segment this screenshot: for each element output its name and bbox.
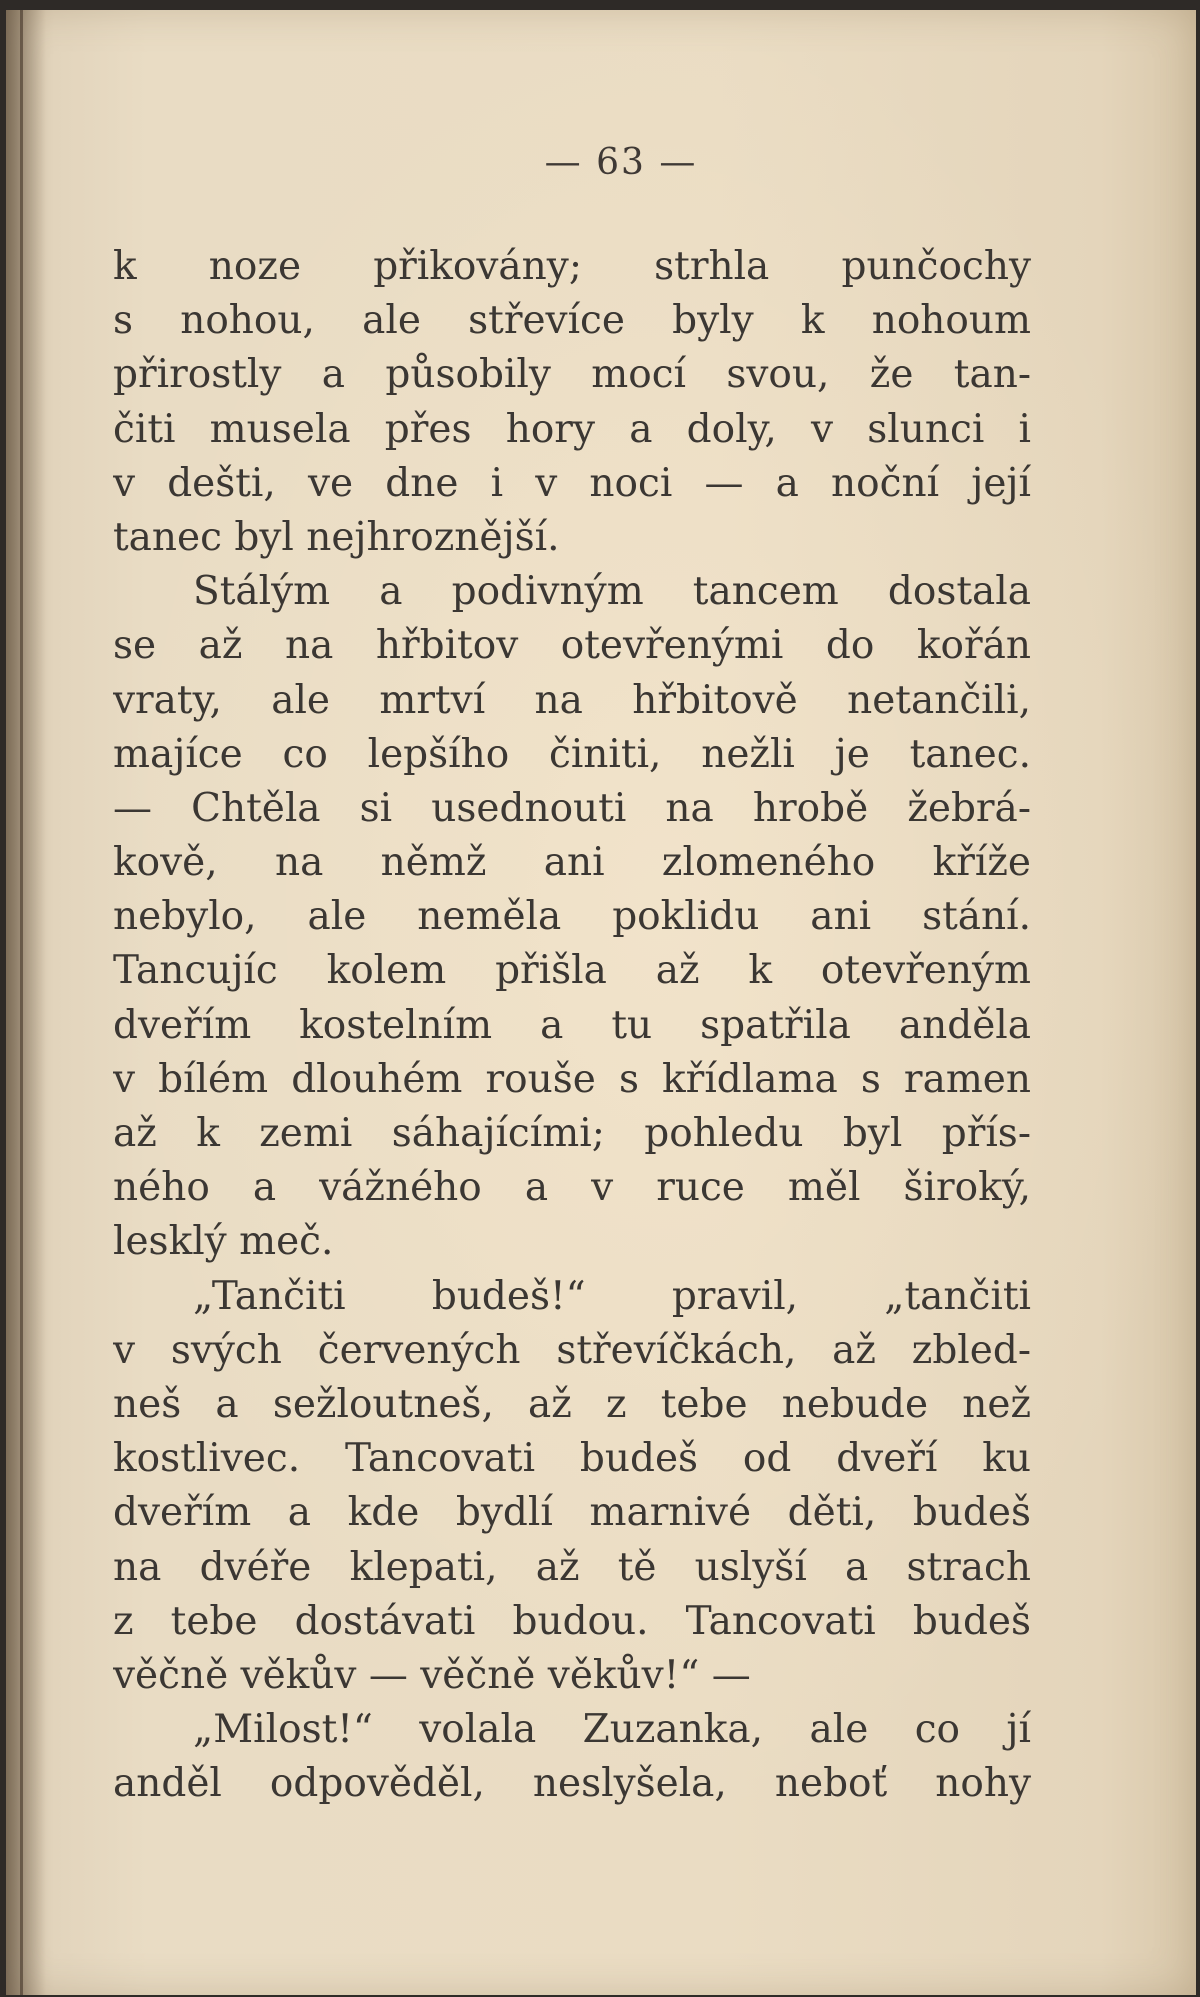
text-line: Tancujíc kolem přišla až k otevřeným	[113, 948, 1031, 994]
text-line: Stálým a podivným tancem dostala	[193, 569, 1031, 615]
text-line: neš a sežloutneš, až z tebe nebude než	[113, 1381, 1031, 1427]
text-line: na dvéře klepati, až tě uslyší a strach	[113, 1544, 1031, 1590]
text-line: — Chtěla si usednouti na hrobě žebrá-	[113, 785, 1031, 831]
text-line: kově, na němž ani zlomeného kříže	[113, 840, 1031, 886]
book-page	[6, 10, 1196, 1995]
text-line: dveřím kostelním a tu spatřila anděla	[113, 1002, 1031, 1048]
text-line: „Milost!“ volala Zuzanka, ale co jí	[193, 1707, 1031, 1753]
page-number: — 63 —	[544, 142, 698, 183]
text-line: majíce co lepšího činiti, nežli je tanec.	[113, 731, 1031, 777]
text-line: s nohou, ale střevíce byly k nohoum	[113, 298, 1031, 344]
body-text	[113, 240, 1031, 1811]
text-line: přirostly a působily mocí svou, že tan-	[113, 352, 1031, 398]
text-line: vraty, ale mrtví na hřbitově netančili,	[113, 677, 1031, 723]
text-line: věčně věkův — věčně věkův!“ —	[113, 1652, 751, 1698]
text-line: v bílém dlouhém rouše s křídlama s ramen	[113, 1056, 1031, 1102]
text-line: ného a vážného a v ruce měl široký,	[113, 1165, 1031, 1211]
text-line: lesklý meč.	[113, 1219, 334, 1265]
text-line: nebylo, ale neměla poklidu ani stání.	[113, 894, 1031, 940]
text-line: dveřím a kde bydlí marnivé děti, budeš	[113, 1490, 1031, 1536]
text-line: z tebe dostávati budou. Tancovati budeš	[113, 1598, 1031, 1644]
text-line: „Tančiti budeš!“ pravil, „tančiti	[193, 1273, 1031, 1319]
text-line: až k zemi sáhajícími; pohledu byl přís-	[113, 1111, 1031, 1156]
text-line: čiti musela přes hory a doly, v slunci i	[113, 406, 1031, 452]
text-line: anděl odpověděl, neslyšela, neboť nohy	[113, 1761, 1031, 1807]
text-line: kostlivec. Tancovati budeš od dveří ku	[113, 1436, 1031, 1482]
text-line: v svých červených střevíčkách, až zbled-	[113, 1327, 1031, 1373]
text-line: se až na hřbitov otevřenými do kořán	[113, 623, 1031, 669]
text-line: v dešti, ve dne i v noci — a noční její	[113, 460, 1031, 506]
text-line: k noze přikovány; strhla punčochy	[113, 244, 1031, 289]
text-line: tanec byl nejhroznější.	[113, 514, 560, 560]
